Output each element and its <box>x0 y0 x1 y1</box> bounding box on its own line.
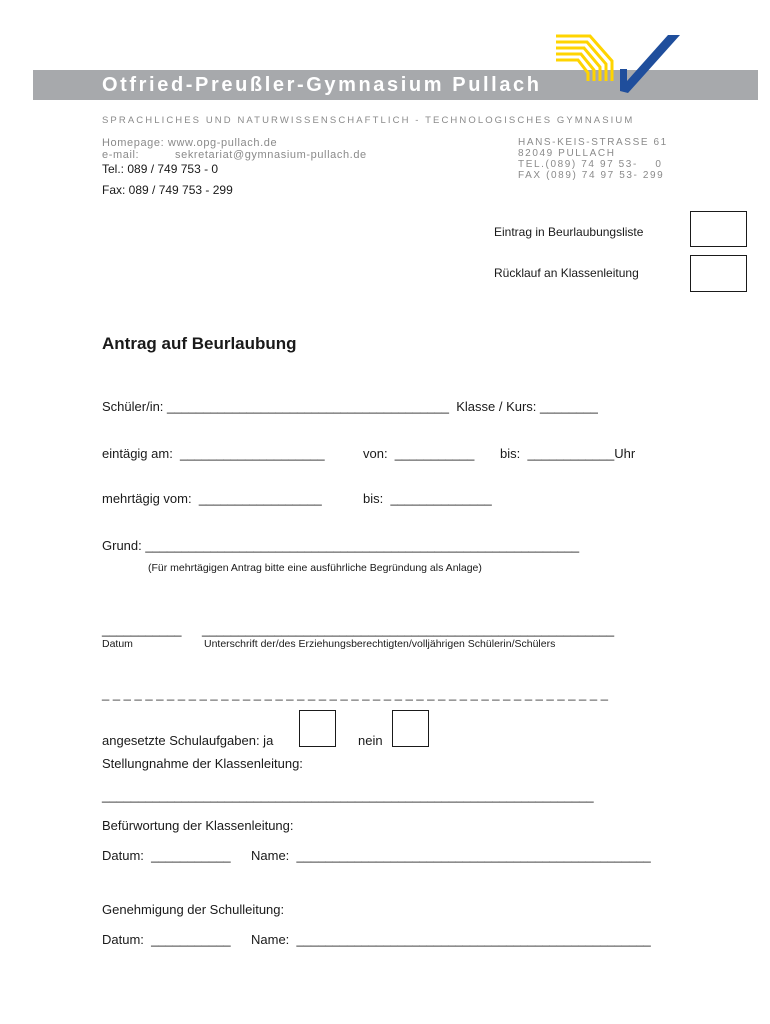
beurlaubungsliste-checkbox[interactable] <box>690 211 747 247</box>
form-title: Antrag auf Beurlaubung <box>102 334 297 353</box>
grund-field[interactable]: Grund: ____________________________________________________________ <box>102 538 580 553</box>
mehrtaegig-field[interactable]: mehrtägig vom: _________________ <box>102 491 322 506</box>
email-label: e-mail: <box>102 149 140 161</box>
datum-label: Datum <box>102 638 133 650</box>
befuerwortung-datum-field[interactable]: Datum: ___________ <box>102 848 231 863</box>
address-city: 82049 PULLACH <box>518 148 616 159</box>
beurlaubungsliste-label: Eintrag in Beurlaubungsliste <box>494 225 644 239</box>
befuerwortung-name-field[interactable]: Name: _________________________________________________ <box>251 848 651 863</box>
bis-mehrtaegig-field[interactable]: bis: ______________ <box>363 491 492 506</box>
stellungnahme-line[interactable]: ____________________________________________________________________ <box>102 788 594 803</box>
email-text: sekretariat@gymnasium-pullach.de <box>175 149 367 161</box>
cut-line: _ _ _ _ _ _ _ _ _ _ _ _ _ _ _ _ _ _ _ _ _ _ _ _ _ _ _ _ _ _ _ _ _ _ _ _ _ _ _ _ _ _ _ _ _ _ _ <box>102 686 608 701</box>
schulaufgaben-nein-checkbox[interactable] <box>392 710 429 747</box>
grund-hint: (Für mehrtägigen Antrag bitte eine ausführliche Begründung als Anlage) <box>148 562 482 574</box>
befuerwortung-label: Befürwortung der Klassenleitung: <box>102 818 294 833</box>
unterschrift-line[interactable]: _________________________________________________________ <box>202 622 615 637</box>
tel-text: Tel.: 089 / 749 753 - 0 <box>102 162 219 176</box>
schueler-field[interactable]: Schüler/in: _______________________________________ Klasse / Kurs: ________ <box>102 399 598 414</box>
genehmigung-label: Genehmigung der Schulleitung: <box>102 902 285 917</box>
ruecklauf-checkbox[interactable] <box>690 255 747 292</box>
address-street: HANS-KEIS-STRASSE 61 <box>518 137 668 148</box>
schulaufgaben-label: angesetzte Schulaufgaben: ja <box>102 733 274 748</box>
schulaufgaben-nein-label: nein <box>358 733 383 748</box>
schulaufgaben-ja-checkbox[interactable] <box>299 710 336 747</box>
address-tel: TEL.(089) 74 97 53- 0 <box>518 159 663 170</box>
eintaegig-field[interactable]: eintägig am: ____________________ <box>102 446 325 461</box>
genehmigung-name-field[interactable]: Name: _________________________________________________ <box>251 932 651 947</box>
school-logo <box>554 33 680 93</box>
bis-uhr-field[interactable]: bis: ____________Uhr <box>500 446 636 461</box>
address-fax: FAX (089) 74 97 53- 299 <box>518 170 665 181</box>
school-name: Otfried-Preußler-Gymnasium Pullach <box>102 74 542 96</box>
fax-text: Fax: 089 / 749 753 - 299 <box>102 183 233 197</box>
unterschrift-label: Unterschrift der/des Erziehungsberechtigten/volljährigen Schülerin/Schülers <box>204 638 556 650</box>
ruecklauf-label: Rücklauf an Klassenleitung <box>494 266 639 280</box>
von-field[interactable]: von: ___________ <box>363 446 475 461</box>
genehmigung-datum-field[interactable]: Datum: ___________ <box>102 932 231 947</box>
homepage-text: Homepage: www.opg-pullach.de <box>102 137 278 149</box>
datum-signature-line[interactable]: ___________ <box>102 622 182 637</box>
school-subtitle: SPRACHLICHES UND NATURWISSENSCHAFTLICH - TECHNOLOGISCHES GYMNASIUM <box>102 115 635 126</box>
stellungnahme-label: Stellungnahme der Klassenleitung: <box>102 756 303 771</box>
